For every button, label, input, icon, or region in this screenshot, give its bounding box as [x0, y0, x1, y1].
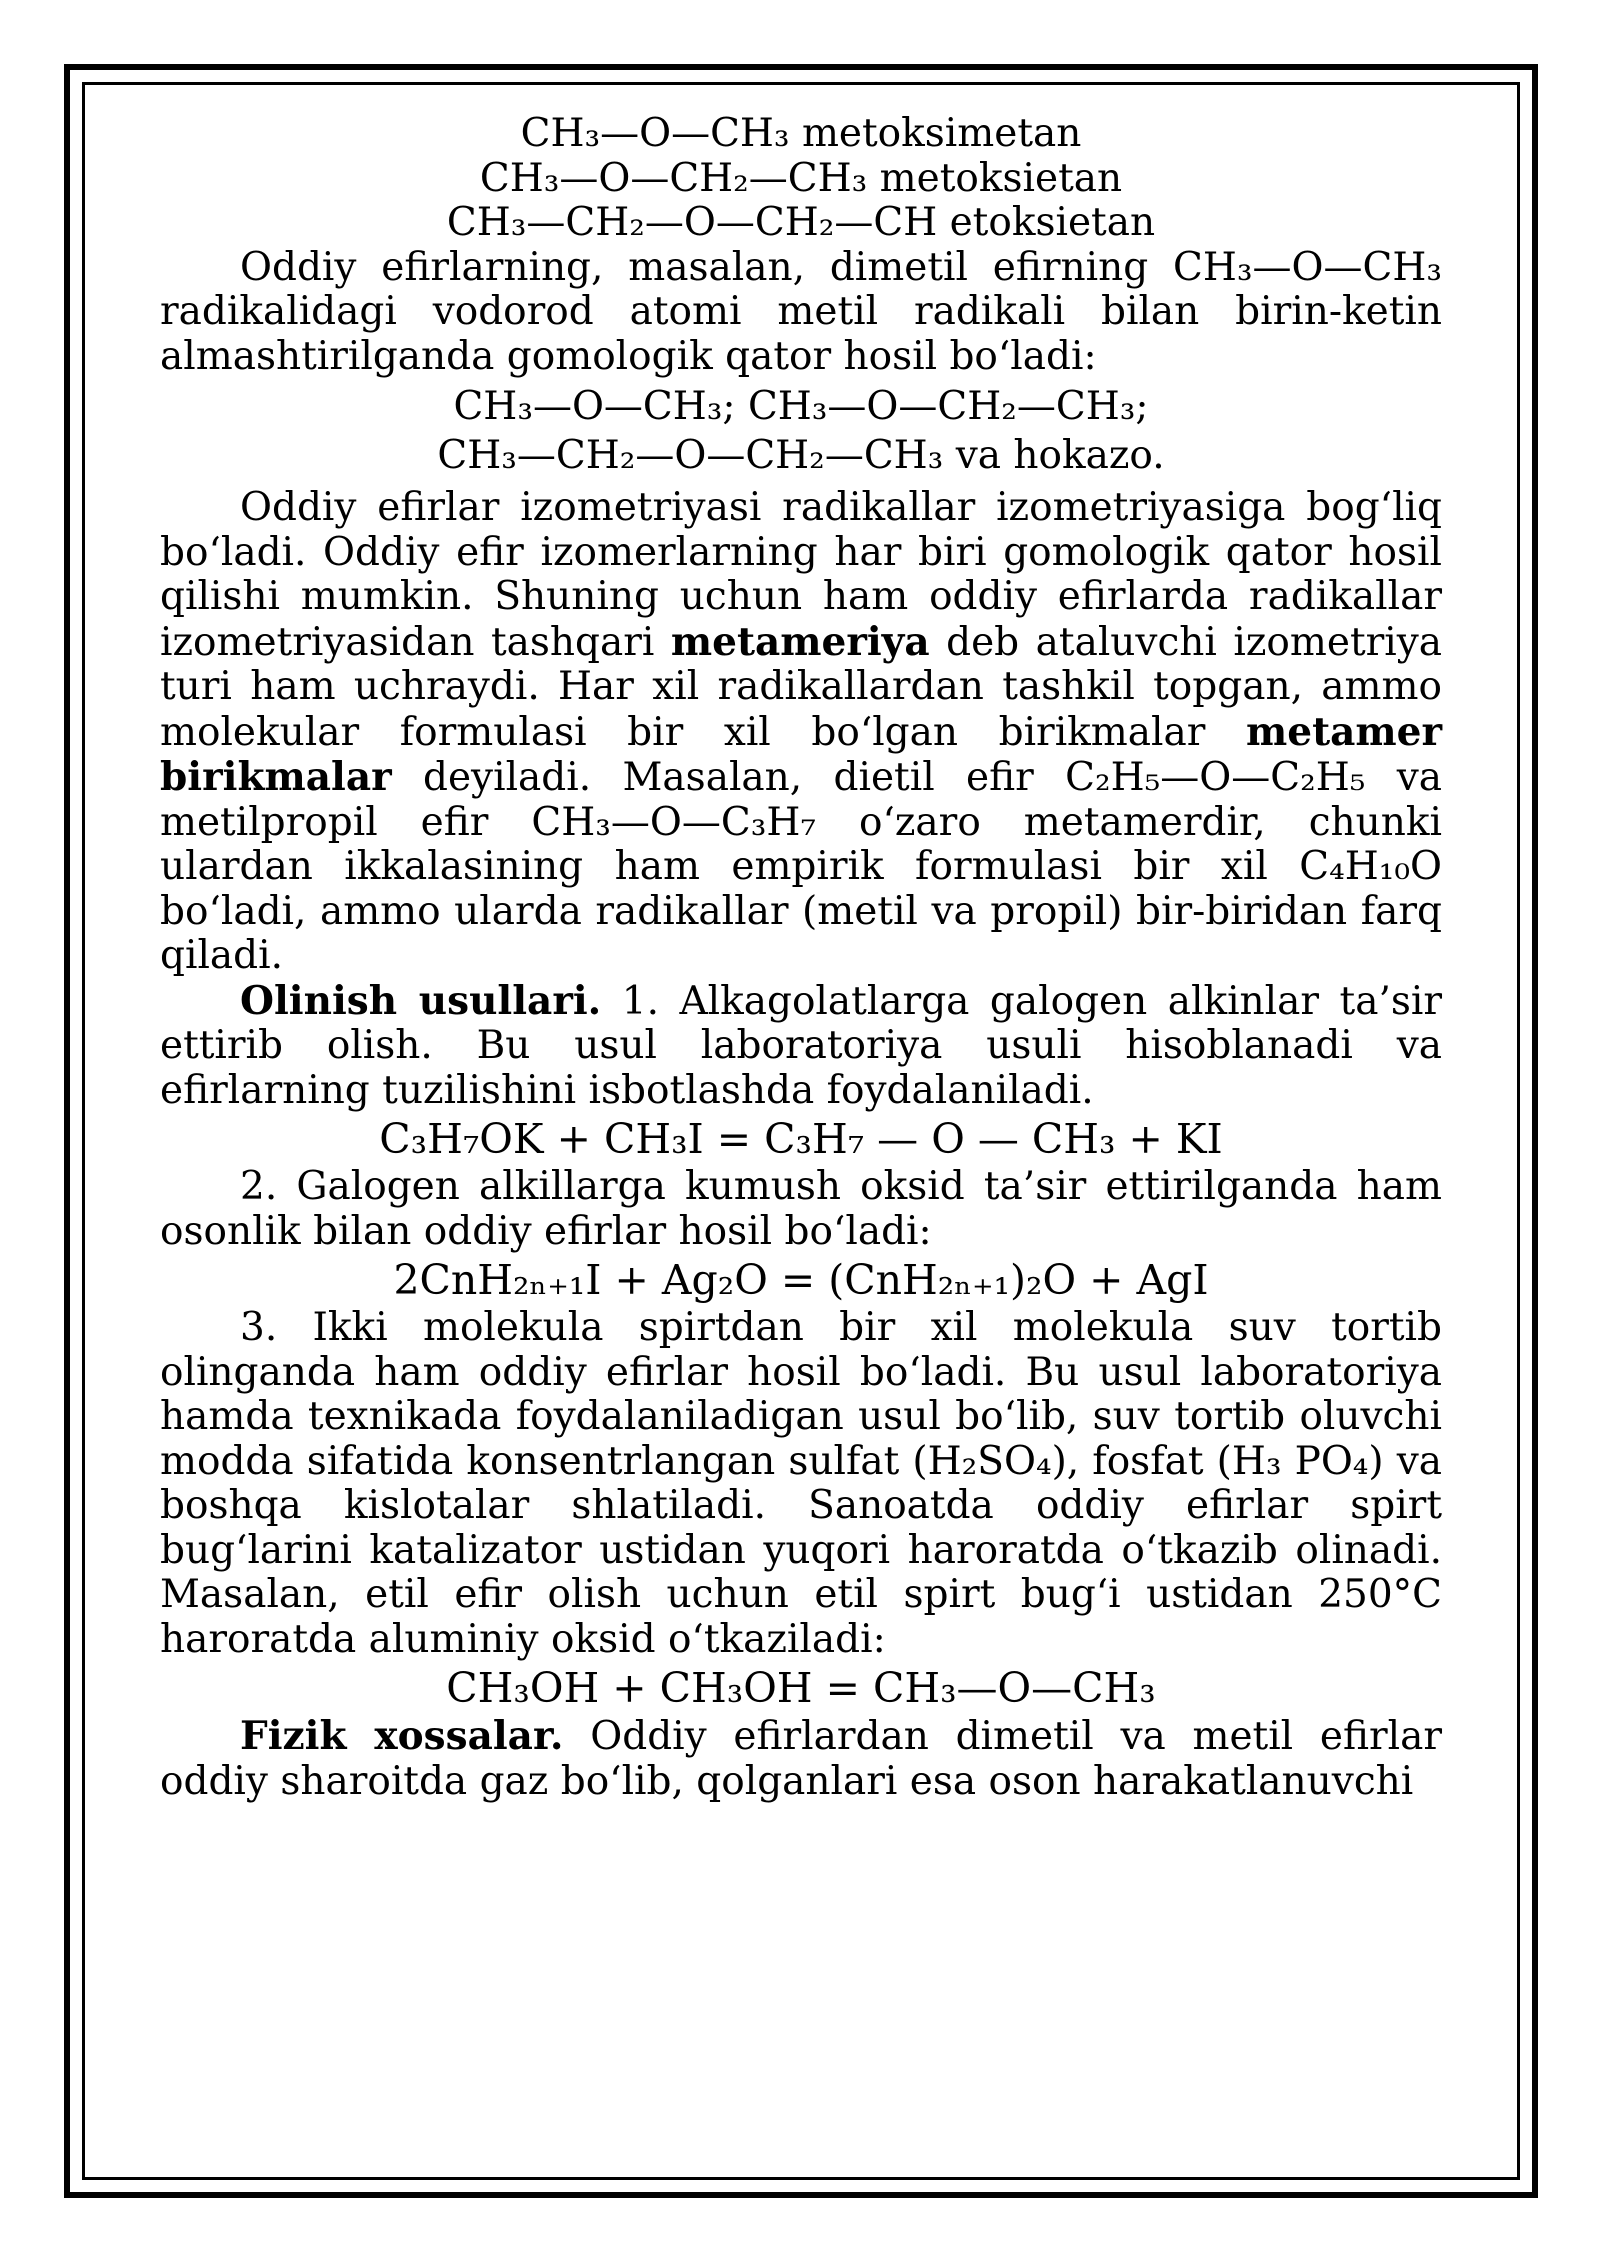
fizik-text: Oddiy efirlardan dimetil va metil efirlar oddiy sharoitda gaz bo‘lib, qolganlari esa oson harakatlanuvchi: [160, 1714, 1442, 1804]
paragraph-izometriya: [160, 486, 1442, 979]
heading-olinish-usullari: Olinish usullari.: [240, 977, 602, 1024]
formula-reaction-3: CH₃OH + CH₃OH = CH₃—O—CH₃: [446, 1664, 1156, 1712]
formula-etoksietan: CH₃—CH₂—O—CH₂—CH etoksietan: [446, 200, 1156, 245]
olinish-text: 1. Alkagolatlarga galogen alkinlar ta’sir ettirib olish. Bu usul laboratoriya usuli hisoblanadi va efirlarning tuzilishini isbotlashda foydalaniladi.: [160, 978, 1442, 1113]
heading-fizik-xossalar: Fizik xossalar.: [240, 1713, 564, 1759]
izometriya-text-b: deb ataluvchi izometriya turi ham uchraydi. Har xil radikallardan tashkil topgan, ammo molekular formulasi bir xil bo‘lgan birikmalar: [160, 619, 1443, 755]
term-metamer-birikmalar: metamer birikmalar: [160, 708, 1442, 800]
term-metameriya: metameriya: [670, 618, 930, 665]
paragraph-usul-3: 3. Ikki molekula spirtdan bir xil molekula suv tortib olinganda ham oddiy efirlar hosil bo‘ladi. Bu usul laboratoriya hamda texnikada foydalaniladigan usul bo‘lib, suv tortib oluvchi modda sifatida konsentrlangan sulfat (H₂SO₄), fosfat (H₃ PO₄) va boshqa kislotalar shlatiladi. Sanoatda oddiy efirlar spirt bug‘larini katalizator ustidan yuqori haroratda o‘tkazib olinadi. Masalan, etil efir olish uchun etil spirt bug‘i ustidan 250°C haroratda aluminiy oksid o‘tkaziladi:: [160, 1305, 1442, 1662]
formula-homolog-2: CH₃—CH₂—O—CH₂—CH₃ va hokazo.: [437, 432, 1165, 478]
paragraph-fizik-xossalar: [160, 1714, 1442, 1804]
paragraph-gomologik-qator: Oddiy efirlarning, masalan, dimetil efirning CH₃—O—CH₃ radikalidagi vodorod atomi metil radikali bilan birin-ketin almashtirilganda gomologik qator hosil bo‘ladi:: [160, 244, 1442, 379]
formula-reaction-1: C₃H₇OK + CH₃I = C₃H₇ — O — CH₃ + KI: [379, 1115, 1223, 1163]
formula-homolog-1: CH₃—O—CH₃; CH₃—O—CH₂—CH₃;: [453, 384, 1149, 429]
paragraph-usul-2: 2. Galogen alkillarga kumush oksid ta’sir ettirilganda ham osonlik bilan oddiy efirlar hosil bo‘ladi:: [160, 1164, 1442, 1254]
izometriya-text-a: Oddiy efirlar izometriyasi radikallar izometriyasiga bog‘liq bo‘ladi. Oddiy efir izomerlarning har biri gomologik qator hosil qilishi mumkin. Shuning uchun ham oddiy efirlarda radikallar izometriyasidan tashqari: [160, 485, 1442, 665]
izometriya-text-c: deyiladi. Masalan, dietil efir C₂H₅—O—C₂H₅ va metilpropil efir CH₃—O—C₃H₇ o‘zaro metamerdir, chunki ulardan ikkalasining ham empirik formulasi bir xil C₄H₁₀O bo‘ladi, ammo ularda radikallar (metil va propil) bir-biridan farq qiladi.: [160, 755, 1443, 978]
paragraph-olinish-usullari: [160, 979, 1442, 1114]
formula-metoksietan: CH₃—O—CH₂—CH₃ metoksietan: [479, 155, 1123, 201]
page-content: [160, 112, 1442, 1804]
formula-reaction-2: 2CnH₂ₙ₊₁I + Ag₂O = (CnH₂ₙ₊₁)₂O + AgI: [393, 1256, 1209, 1304]
formula-metoksimetan: CH₃—O—CH₃ metoksimetan: [520, 111, 1082, 156]
